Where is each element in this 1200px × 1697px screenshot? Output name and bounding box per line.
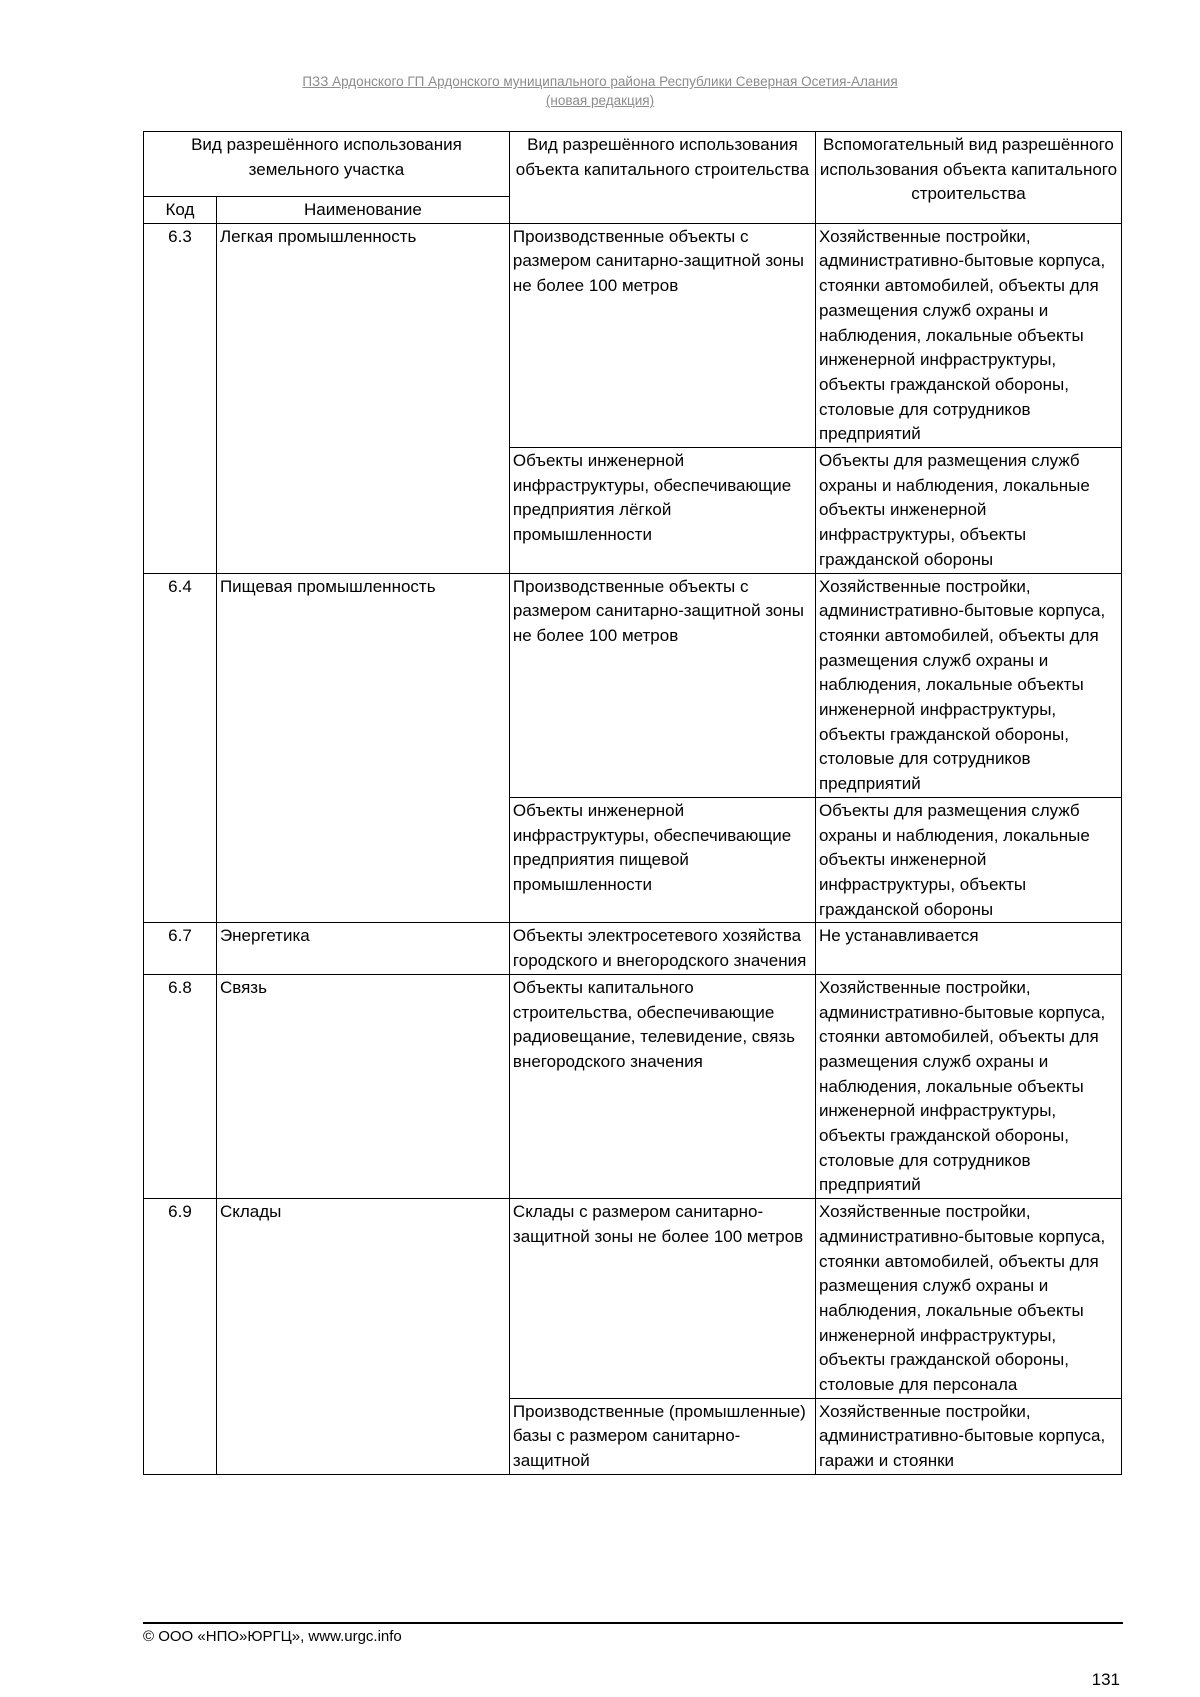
land-use-table bbox=[143, 131, 1122, 1475]
cell-name: Склады bbox=[216, 1199, 509, 1475]
cell-capital-use: Склады с размером санитарно-защитной зоны не более 100 метров bbox=[509, 1199, 815, 1399]
cell-capital-use: Производственные (промышленные) базы с размером санитарно-защитной bbox=[509, 1398, 815, 1474]
cell-aux-use: Объекты для размещения служб охраны и наблюдения, локальные объекты инженерной инфраструктуры, объекты гражданской обороны bbox=[815, 797, 1121, 923]
cell-capital-use: Объекты капитального строительства, обеспечивающие радиовещание, телевидение, связь внегородского значения bbox=[509, 974, 815, 1198]
cell-code: 6.9 bbox=[144, 1199, 217, 1475]
cell-aux-use: Хозяйственные постройки, административно-бытовые корпуса, стоянки автомобилей, объекты для размещения служб охраны и наблюдения, локальные объекты инженерной инфраструктуры, объекты гражданской обороны, столовые для сотрудников предприятий bbox=[815, 223, 1121, 447]
document-header bbox=[0, 72, 1200, 110]
header-title: ПЗЗ Ардонского ГП Ардонского муниципального района Республики Северная Осетия-Алания bbox=[302, 74, 898, 89]
header-land-use: Вид разрешённого использования земельного участка bbox=[144, 132, 510, 197]
table-row bbox=[144, 923, 1122, 974]
cell-aux-use: Хозяйственные постройки, административно-бытовые корпуса, гаражи и стоянки bbox=[815, 1398, 1121, 1474]
footer-divider bbox=[143, 1622, 1123, 1624]
table-row bbox=[144, 974, 1122, 1198]
cell-aux-use: Не устанавливается bbox=[815, 923, 1121, 974]
cell-aux-use: Объекты для размещения служб охраны и наблюдения, локальные объекты инженерной инфраструктуры, объекты гражданской обороны bbox=[815, 448, 1121, 574]
cell-name: Легкая промышленность bbox=[216, 223, 509, 573]
header-name: Наименование bbox=[216, 197, 509, 224]
table-row bbox=[144, 573, 1122, 797]
table-row bbox=[144, 1199, 1122, 1399]
cell-capital-use: Производственные объекты с размером санитарно-защитной зоны не более 100 метров bbox=[509, 223, 815, 447]
cell-aux-use: Хозяйственные постройки, административно-бытовые корпуса, стоянки автомобилей, объекты для размещения служб охраны и наблюдения, локальные объекты инженерной инфраструктуры, объекты гражданской обороны, столовые для сотрудников предприятий bbox=[815, 573, 1121, 797]
cell-aux-use: Хозяйственные постройки, административно-бытовые корпуса, стоянки автомобилей, объекты для размещения служб охраны и наблюдения, локальные объекты инженерной инфраструктуры, объекты гражданской обороны, столовые для персонала bbox=[815, 1199, 1121, 1399]
footer-copyright: © ООО «НПО»ЮРГЦ», www.urgc.info bbox=[143, 1628, 402, 1645]
cell-code: 6.3 bbox=[144, 223, 217, 573]
cell-capital-use: Объекты инженерной инфраструктуры, обеспечивающие предприятия пищевой промышленности bbox=[509, 797, 815, 923]
cell-code: 6.8 bbox=[144, 974, 217, 1198]
table-row bbox=[144, 223, 1122, 447]
cell-capital-use: Производственные объекты с размером санитарно-защитной зоны не более 100 метров bbox=[509, 573, 815, 797]
header-code: Код bbox=[144, 197, 217, 224]
header-subtitle: (новая редакция) bbox=[545, 93, 655, 108]
cell-name: Связь bbox=[216, 974, 509, 1198]
header-aux-use: Вспомогательный вид разрешённого использования объекта капитального строительства bbox=[815, 132, 1121, 224]
cell-capital-use: Объекты инженерной инфраструктуры, обеспечивающие предприятия лёгкой промышленности bbox=[509, 448, 815, 574]
cell-aux-use: Хозяйственные постройки, административно-бытовые корпуса, стоянки автомобилей, объекты для размещения служб охраны и наблюдения, локальные объекты инженерной инфраструктуры, объекты гражданской обороны, столовые для сотрудников предприятий bbox=[815, 974, 1121, 1198]
cell-name: Энергетика bbox=[216, 923, 509, 974]
cell-code: 6.4 bbox=[144, 573, 217, 923]
cell-name: Пищевая промышленность bbox=[216, 573, 509, 923]
page-number: 131 bbox=[1091, 1670, 1120, 1689]
header-capital-use: Вид разрешённого использования объекта капитального строительства bbox=[509, 132, 815, 224]
cell-capital-use: Объекты электросетевого хозяйства городского и внегородского значения bbox=[509, 923, 815, 974]
cell-code: 6.7 bbox=[144, 923, 217, 974]
